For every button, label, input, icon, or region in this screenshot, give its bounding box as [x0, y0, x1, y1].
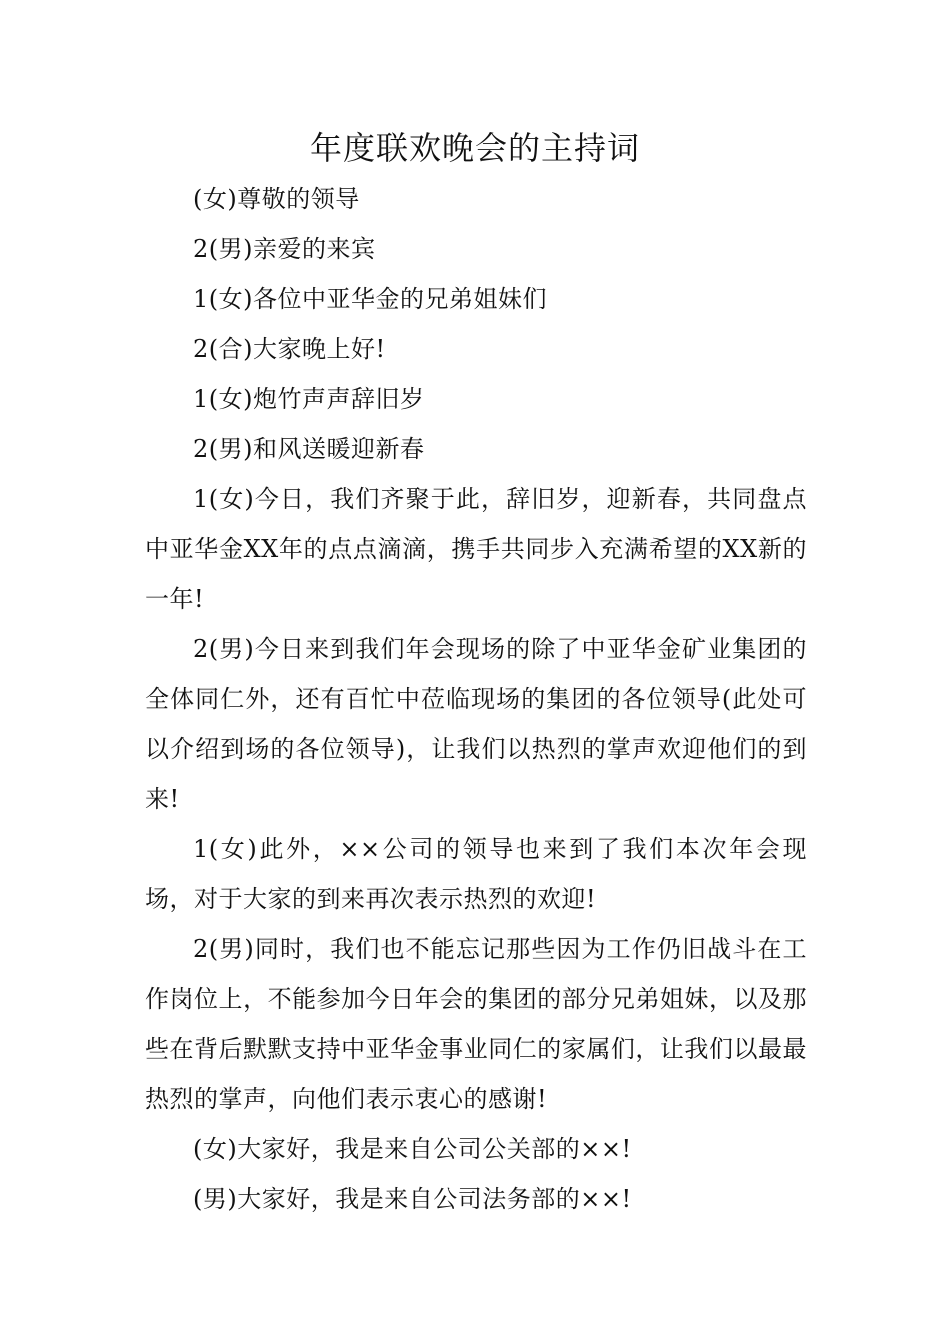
- paragraph: (男)大家好，我是来自公司法务部的××!: [193, 1185, 632, 1213]
- document-body: [145, 174, 807, 1224]
- paragraph: 1(女)各位中亚华金的兄弟姐妹们: [193, 285, 547, 313]
- paragraph: 2(合)大家晚上好!: [193, 335, 386, 363]
- paragraph: 2(男)今日来到我们年会现场的除了中亚华金矿业集团的全体同仁外，还有百忙中莅临现场的集团的各位领导(此处可以介绍到场的各位领导)，让我们以热烈的掌声欢迎他们的到来!: [145, 635, 807, 813]
- paragraph: 1(女)此外，××公司的领导也来到了我们本次年会现场，对于大家的到来再次表示热烈的欢迎!: [145, 835, 807, 913]
- paragraph: 2(男)和风送暖迎新春: [193, 435, 425, 463]
- paragraph: 2(男)亲爱的来宾: [193, 235, 376, 263]
- paragraph: 2(男)同时，我们也不能忘记那些因为工作仍旧战斗在工作岗位上，不能参加今日年会的集团的部分兄弟姐妹，以及那些在背后默默支持中亚华金事业同仁的家属们，让我们以最最热烈的掌声，向他们表示衷心的感谢!: [145, 935, 807, 1113]
- paragraph: 1(女)今日，我们齐聚于此，辞旧岁，迎新春，共同盘点中亚华金XX年的点点滴滴，携手共同步入充满希望的XX新的一年!: [145, 485, 807, 613]
- paragraph: (女)大家好，我是来自公司公关部的××!: [193, 1135, 632, 1163]
- paragraph: (女)尊敬的领导: [193, 185, 360, 213]
- document-title: 年度联欢晚会的主持词: [309, 129, 640, 167]
- paragraph: 1(女)炮竹声声辞旧岁: [193, 385, 425, 413]
